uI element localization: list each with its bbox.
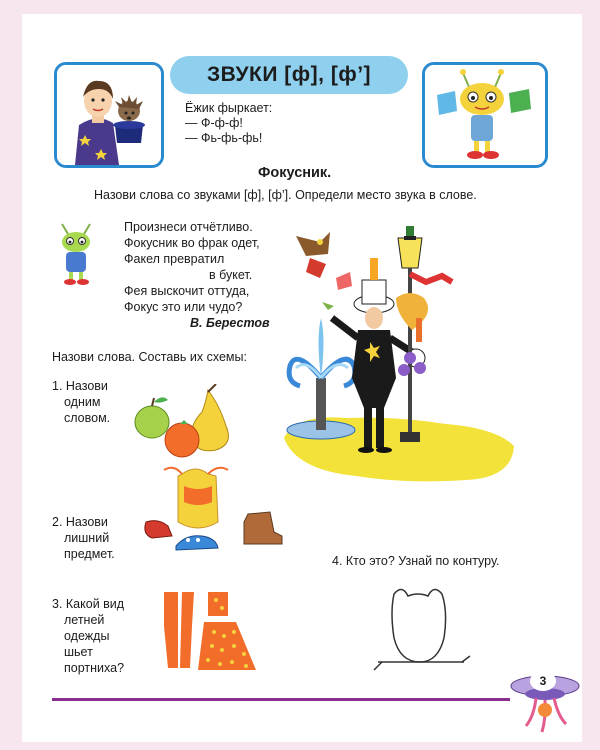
tasks-heading: Назови слова. Составь их схемы: xyxy=(52,350,247,364)
task-2-line-3: предмет. xyxy=(64,547,115,561)
poem-line-2: Фокусник во фрак одет, xyxy=(124,236,260,250)
poem-line-4: в букет. xyxy=(209,268,253,282)
small-alien-illustration xyxy=(52,222,102,288)
task-4: 4. Кто это? Узнай по контуру. xyxy=(332,554,500,568)
task-2-line-1: 2. Назови xyxy=(52,515,108,529)
intro-line-2: — Ф-ф-ф! xyxy=(185,116,243,130)
page-title xyxy=(170,56,408,94)
apron-and-shoes-illustration xyxy=(138,462,288,562)
section-instruction: Назови слова со звуками [ф], [ф’]. Определи место звука в слове. xyxy=(94,188,477,202)
poem-line-1: Произнеси отчётливо. xyxy=(124,220,253,234)
task-2 xyxy=(52,514,115,562)
intro-text xyxy=(185,101,272,146)
page-number: 3 xyxy=(530,671,556,691)
task-3-line-4: шьет xyxy=(64,645,93,659)
task-2-line-2: лишний xyxy=(64,531,110,545)
task-1-line-3: словом. xyxy=(64,411,111,425)
fruits-illustration xyxy=(130,384,250,460)
magician-scene-illustration xyxy=(276,218,536,490)
task-1 xyxy=(52,378,110,426)
task-3-line-2: летней xyxy=(64,613,105,627)
alien-picture-frame xyxy=(422,62,548,168)
alien-with-flags-illustration xyxy=(425,65,545,165)
task-3-line-5: портниха? xyxy=(64,661,125,675)
owl-outline-illustration xyxy=(372,582,472,678)
poem-line-6: Фокус это или чудо? xyxy=(124,300,243,314)
magician-with-hedgehog-illustration xyxy=(57,65,161,165)
poem-line-3: Факел превратил xyxy=(124,252,225,266)
page-title-text: ЗВУКИ [ф], [ф’] xyxy=(206,63,372,86)
task-1-line-2: одним xyxy=(64,395,101,409)
task-3-line-3: одежды xyxy=(64,629,110,643)
task-3-line-1: 3. Какой вид xyxy=(52,597,125,611)
intro-line-1: Ёжик фыркает: xyxy=(185,101,273,115)
section-title: Фокусник. xyxy=(258,165,332,181)
fabric-pattern-pieces-illustration xyxy=(158,586,266,676)
poem xyxy=(124,219,270,331)
task-3 xyxy=(52,596,124,676)
task-1-line-1: 1. Назови xyxy=(52,379,108,393)
footer-rule xyxy=(52,698,510,701)
poem-line-5: Фея выскочит оттуда, xyxy=(124,284,250,298)
poem-author: В. Берестов xyxy=(190,316,270,330)
magician-picture-frame xyxy=(54,62,164,168)
intro-line-3: — Фь-фь-фь! xyxy=(185,131,263,145)
